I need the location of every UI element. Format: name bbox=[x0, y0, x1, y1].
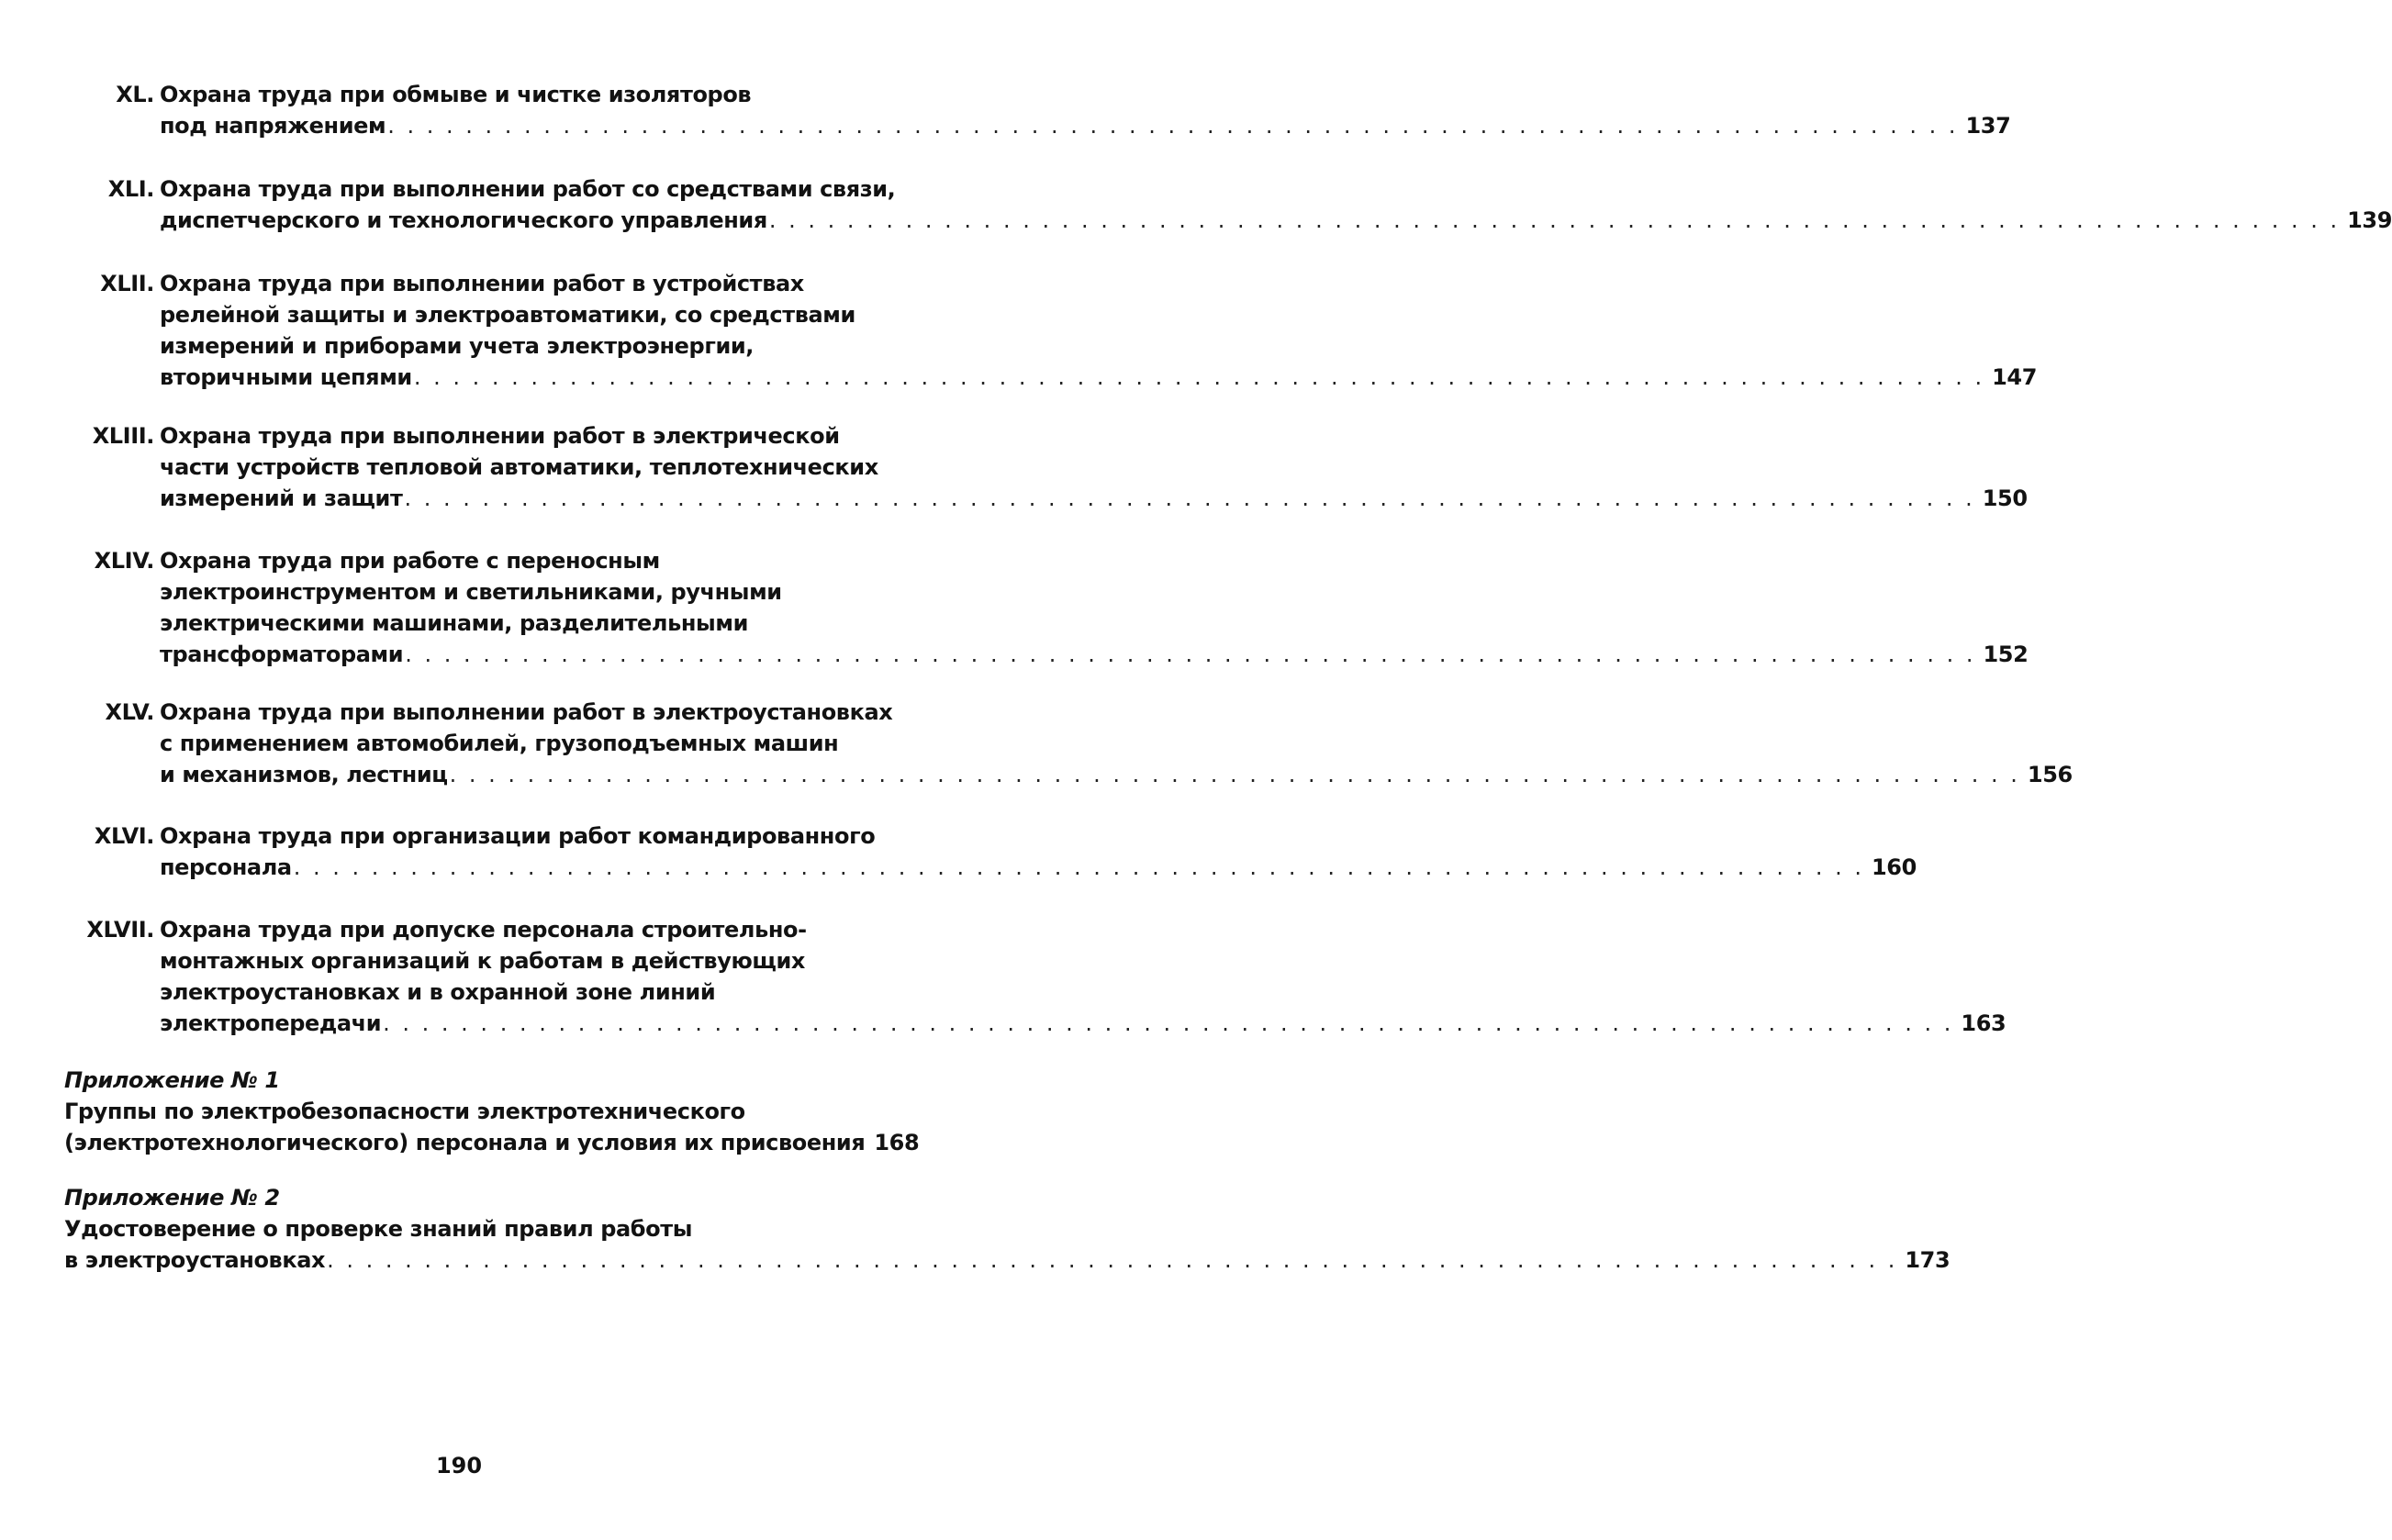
entry-page-number: 173 bbox=[1905, 1247, 1950, 1273]
entry-title bbox=[160, 914, 2006, 1039]
entry-title bbox=[160, 79, 2011, 141]
entry-title-line: электрическими машинами, разделительными bbox=[160, 610, 748, 636]
entry-page-number: 150 bbox=[1982, 485, 2028, 511]
chapter-number: XLV. bbox=[105, 699, 154, 725]
entry-title-last-line bbox=[160, 483, 2028, 514]
entry-title-last-line bbox=[160, 1008, 2006, 1039]
entry-title-line: монтажных организаций к работам в действующих bbox=[160, 948, 806, 974]
entry-page-number: 152 bbox=[1983, 642, 2029, 667]
entry-title-end: электропередачи bbox=[160, 1010, 382, 1036]
entry-title-line: Охрана труда при выполнении работ со средствами связи, bbox=[160, 176, 896, 202]
entry-title bbox=[160, 268, 2037, 393]
entry-title-end: вторичными цепями bbox=[160, 364, 412, 390]
entry-title-line: Охрана труда при выполнении работ в электроустановках bbox=[160, 699, 893, 725]
entry-page-number: 163 bbox=[1961, 1010, 2006, 1036]
entry-title-last-line bbox=[160, 852, 1917, 883]
entry-title-line: Охрана труда при допуске персонала строительно- bbox=[160, 917, 807, 943]
entry-title-line: части устройств тепловой автоматики, теплотехнических bbox=[160, 454, 878, 480]
entry-page-number: 156 bbox=[2027, 762, 2073, 787]
entry-title-line: Удостоверение о проверке знаний правил работы bbox=[64, 1216, 693, 1242]
entry-title-last-line bbox=[64, 1244, 1950, 1276]
appendix-label: Приложение № 2 bbox=[64, 1185, 280, 1211]
chapter-number: XLII. bbox=[100, 271, 154, 296]
chapter-number: XLIII. bbox=[92, 423, 154, 449]
dot-leader: . . . . . . . . . . . . . . . . . . . . . . . . . . . . . . . . . . . . . . . . . . . . . . . . . . . . . . . . . . . . . . . . . . . . . . . . . . . . . . . . . bbox=[327, 1247, 1898, 1273]
entry-title-end: (электротехнологического) персонала и условия их присвоения bbox=[64, 1130, 866, 1155]
entry-title-line: с применением автомобилей, грузоподъемных машин bbox=[160, 731, 839, 756]
entry-page-number: 168 bbox=[874, 1130, 920, 1155]
entry-title-line: Охрана труда при выполнении работ в электрической bbox=[160, 423, 840, 449]
entry-title-end: и механизмов, лестниц bbox=[160, 762, 448, 787]
dot-leader: . . . . . . . . . . . . . . . . . . . . . . . . . . . . . . . . . . . . . . . . . . . . . . . . . . . . . . . . . . . . . . . . . . . . . . . . . . . . . . . . . bbox=[768, 207, 2341, 233]
dot-leader: . . . . . . . . . . . . . . . . . . . . . . . . . . . . . . . . . . . . . . . . . . . . . . . . . . . . . . . . . . . . . . . . . . . . . . . . . . . . . . . . . bbox=[449, 762, 2020, 787]
entry-title-last-line bbox=[160, 110, 2011, 141]
entry-title-line: электроустановках и в охранной зоне линий bbox=[160, 979, 716, 1005]
entry-title bbox=[160, 545, 2029, 670]
chapter-number: XLVII. bbox=[86, 917, 154, 943]
entry-title-line: измерений и приборами учета электроэнергии, bbox=[160, 333, 754, 359]
entry-title bbox=[160, 173, 2392, 236]
page-number: 190 bbox=[435, 1453, 483, 1479]
entry-title-last-line bbox=[160, 639, 2029, 670]
entry-title-line: Охрана труда при работе с переносным bbox=[160, 548, 660, 574]
appendix-label: Приложение № 1 bbox=[64, 1067, 280, 1093]
entry-title bbox=[160, 820, 1917, 883]
entry-title bbox=[160, 697, 2073, 790]
entry-title-line: электроинструментом и светильниками, ручными bbox=[160, 579, 782, 605]
entry-page-number: 147 bbox=[1992, 364, 2037, 390]
entry-title-end: под напряжением bbox=[160, 113, 386, 139]
dot-leader: . . . . . . . . . . . . . . . . . . . . . . . . . . . . . . . . . . . . . . . . . . . . . . . . . . . . . . . . . . . . . . . . . . . . . . . . . . . . . . . . . bbox=[293, 854, 1864, 880]
entry-page-number: 137 bbox=[1965, 113, 2011, 139]
chapter-number: XLVI. bbox=[94, 823, 154, 849]
entry-title-line: Охрана труда при обмыве и чистке изоляторов bbox=[160, 82, 752, 107]
chapter-number: XLIV. bbox=[94, 548, 154, 574]
dot-leader: . . . . . . . . . . . . . . . . . . . . . . . . . . . . . . . . . . . . . . . . . . . . . . . . . . . . . . . . . . . . . . . . . . . . . . . . . . . . . . . . . bbox=[413, 364, 1985, 390]
dot-leader: . . . . . . . . . . . . . . . . . . . . . . . . . . . . . . . . . . . . . . . . . . . . . . . . . . . . . . . . . . . . . . . . . . . . . . . . . . . . . . . . . bbox=[405, 642, 1976, 667]
entry-title-last-line bbox=[160, 205, 2392, 236]
entry-title-end: измерений и защит bbox=[160, 485, 403, 511]
entry-title-end: диспетчерского и технологического управления bbox=[160, 207, 767, 233]
entry-title-line: Охрана труда при выполнении работ в устройствах bbox=[160, 271, 804, 296]
dot-leader: . . . . . . . . . . . . . . . . . . . . . . . . . . . . . . . . . . . . . . . . . . . . . . . . . . . . . . . . . . . . . . . . . . . . . . . . . . . . . . . . . bbox=[404, 485, 1975, 511]
entry-title-end: трансформаторами bbox=[160, 642, 404, 667]
toc-appendix bbox=[64, 1182, 1950, 1276]
entry-title-last-line bbox=[160, 362, 2037, 393]
entry-title-line: Группы по электробезопасности электротехнического bbox=[64, 1099, 745, 1124]
toc-appendix bbox=[64, 1065, 920, 1158]
entry-title-end: в электроустановках bbox=[64, 1247, 326, 1273]
chapter-number: XL. bbox=[116, 82, 154, 107]
entry-title-line: Охрана труда при организации работ командированного bbox=[160, 823, 876, 849]
dot-leader: . . . . . . . . . . . . . . . . . . . . . . . . . . . . . . . . . . . . . . . . . . . . . . . . . . . . . . . . . . . . . . . . . . . . . . . . . . . . . . . . . bbox=[387, 113, 1959, 139]
dot-leader: . . . . . . . . . . . . . . . . . . . . . . . . . . . . . . . . . . . . . . . . . . . . . . . . . . . . . . . . . . . . . . . . . . . . . . . . . . . . . . . . . bbox=[383, 1010, 1954, 1036]
entry-page-number: 139 bbox=[2347, 207, 2392, 233]
entry-title bbox=[160, 420, 2028, 514]
entry-title-line: релейной защиты и электроавтоматики, со средствами bbox=[160, 302, 855, 328]
entry-title-last-line bbox=[64, 1127, 920, 1158]
entry-title-last-line bbox=[160, 759, 2073, 790]
chapter-number: XLI. bbox=[107, 176, 154, 202]
entry-page-number: 160 bbox=[1871, 854, 1917, 880]
entry-title-end: персонала bbox=[160, 854, 292, 880]
